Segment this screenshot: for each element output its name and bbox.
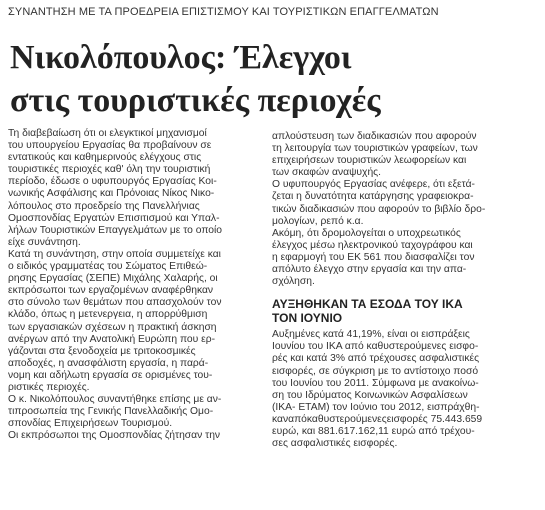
text-line: έλεγχος μέσω ηλεκτρονικού ταχογράφου και bbox=[272, 239, 473, 251]
text-line: περίοδο, έδωσε ο υφυπουργός Εργασίας Κοι- bbox=[8, 176, 217, 188]
headline-line-2: στις τουριστικές περιοχές bbox=[10, 82, 381, 119]
subheading-line-2: ΤΟΝ ΙΟΥΝΙΟ bbox=[272, 310, 343, 325]
text-line: του Ιουνίου του 2011. Σύμφωνα με ανακοίνω- bbox=[272, 377, 479, 389]
text-line: ρησης Εργασίας (ΣΕΠΕ) Μιχάλης Χαλαρής, οι bbox=[8, 273, 218, 285]
text-line: νομη και αδήλωτη εργασία σε ορισμένες του- bbox=[8, 369, 213, 381]
text-line: επιχειρήσεων τουριστικών λεωφορείων και bbox=[272, 155, 467, 167]
subheading-line-1: ΑΥΞΗΘΗΚΑΝ ΤΑ ΕΣΟΔΑ ΤΟΥ ΙΚΑ bbox=[272, 297, 463, 312]
article-headline bbox=[10, 36, 530, 122]
text-line: Οι εκπρόσωποι της Ομοσπονδίας ζήτησαν την bbox=[8, 430, 221, 442]
right-column-section-body bbox=[272, 329, 534, 450]
section-subheading bbox=[272, 298, 534, 325]
headline-line-1: Νικολόπουλος: Έλεγχοι bbox=[10, 39, 352, 76]
text-line: σες ασφαλιστικές εισφορές. bbox=[272, 438, 398, 450]
text-line: των εργασιακών σχέσεων η πρακτική άσκηση bbox=[8, 321, 217, 333]
text-line: ριστικές περιοχές. bbox=[8, 381, 90, 393]
text-line: Ο κ. Νικολόπουλος συναντήθηκε επίσης με αν- bbox=[8, 394, 222, 406]
text-line: μολογίων, ρεπό κ.α. bbox=[272, 215, 364, 227]
text-line: σχόληση. bbox=[272, 276, 315, 288]
article-kicker: ΣΥΝΑΝΤΗΣΗ ΜΕ ΤΑ ΠΡΟΕΔΡΕΙΑ ΕΠΙΣΤΙΣΜΟΥ ΚΑΙ ΤΟΥΡΙΣΤΙΚΩΝ ΕΠΑΓΓΕΛΜΑΤΩΝ bbox=[8, 6, 439, 18]
text-line: (ΙΚΑ- ΕΤΑΜ) τον Ιούνιο του 2012, εισπράχθη- bbox=[272, 401, 480, 413]
article-column-left bbox=[8, 128, 266, 442]
text-line: Αυξημένες κατά 41,19%, είναι οι εισπράξεις bbox=[272, 329, 470, 341]
text-line: η εφαρμογή του ΕΚ 561 που διασφαλίζει τον bbox=[272, 251, 475, 263]
text-line: απλούστευση των διαδικασιών που αφορούν bbox=[272, 131, 477, 142]
text-line: των σκαφών αναψυχής. bbox=[272, 167, 382, 179]
text-line: Ακόμη, ότι δρομολογείται ο υποχρεωτικός bbox=[272, 227, 461, 239]
text-line: εκπρόσωποι των εργαζομένων αναφέρθηκαν bbox=[8, 285, 214, 297]
text-line: τικών διαδικασιών που αφορούν το βιβλίο δρο- bbox=[272, 203, 486, 215]
text-line: λήλων Τουριστικών Επαγγελμάτων με το οποίο bbox=[8, 224, 223, 236]
text-line: γάζονται στα ξενοδοχεία με τριτοκοσμικές bbox=[8, 345, 196, 357]
text-line: Κατά τη συνάντηση, στην οποία συμμετείχε και bbox=[8, 248, 221, 260]
text-line: εισφορές, σε σύγκριση με το αντίστοιχο ποσό bbox=[272, 365, 479, 377]
text-line: ση του Ιδρύματος Κοινωνικών Ασφαλίσεων bbox=[272, 389, 468, 401]
text-line: νωνικής Ασφάλισης και Πρόνοιας Νίκος Νικο- bbox=[8, 188, 215, 200]
text-line: ευρώ, και 881.617.162,11 ευρώ από τρέχου- bbox=[272, 425, 475, 437]
text-line: αποδοχές, η ανασφάλιστη εργασία, η παρά- bbox=[8, 357, 209, 369]
text-line: ανέργων από την Ανατολική Ευρώπη που ερ- bbox=[8, 333, 216, 345]
text-line: είχε συνάντηση. bbox=[8, 236, 81, 248]
text-line: στο σύνολο των θεμάτων που απασχολούν τον bbox=[8, 297, 222, 309]
right-column-body bbox=[272, 131, 534, 288]
text-line: σπονδίας Επιχειρήσεων Τουρισμού. bbox=[8, 418, 173, 430]
text-line: ο ειδικός γραμματέας του Σώματος Επιθεώ- bbox=[8, 261, 208, 273]
text-line: Ομοσπονδίας Εργατών Επισιτισμού και Υπαλ- bbox=[8, 212, 220, 224]
text-line: απόλυτο έλεγχο στην εργασία και την απα- bbox=[272, 264, 467, 276]
text-line: ζεται η δυνατότητα κατάργησης γραφειοκρα- bbox=[272, 191, 474, 203]
text-line: Ο υφυπουργός Εργασίας ανέφερε, ότι εξετά- bbox=[272, 179, 475, 191]
article-column-right bbox=[272, 131, 534, 450]
text-line: του υπουργείου Εργασίας θα προβαίνουν σε bbox=[8, 140, 212, 152]
text-line: Ιουνίου του ΙΚΑ από καθυστερούμενες εισφο- bbox=[272, 341, 479, 353]
text-line: κλάδο, όπως η μετενεργεια, η απορρύθμιση bbox=[8, 309, 208, 321]
text-line: εντατικούς και καθημερινούς ελέγχους στις bbox=[8, 152, 202, 164]
text-line: ρές και κατά 3% από τρέχουσες ασφαλιστικές bbox=[272, 353, 480, 365]
text-line: τουριστικές περιοχές καθ' όλη την τουριστική bbox=[8, 164, 211, 176]
text-line: καναπόκαθυστερούμενεςεισφορές 75.443.659 bbox=[272, 413, 483, 425]
text-line: λόπουλος στο προεδρείο της Πανελλήνιας bbox=[8, 200, 200, 212]
text-line: Τη διαβεβαίωση ότι οι ελεγκτικοί μηχανισμοί bbox=[8, 128, 207, 139]
text-line: τιπροσωπεία της Γενικής Πανελλαδικής Ομο- bbox=[8, 406, 214, 418]
text-line: τη λειτουργία των τουριστικών γραφείων, των bbox=[272, 143, 478, 155]
